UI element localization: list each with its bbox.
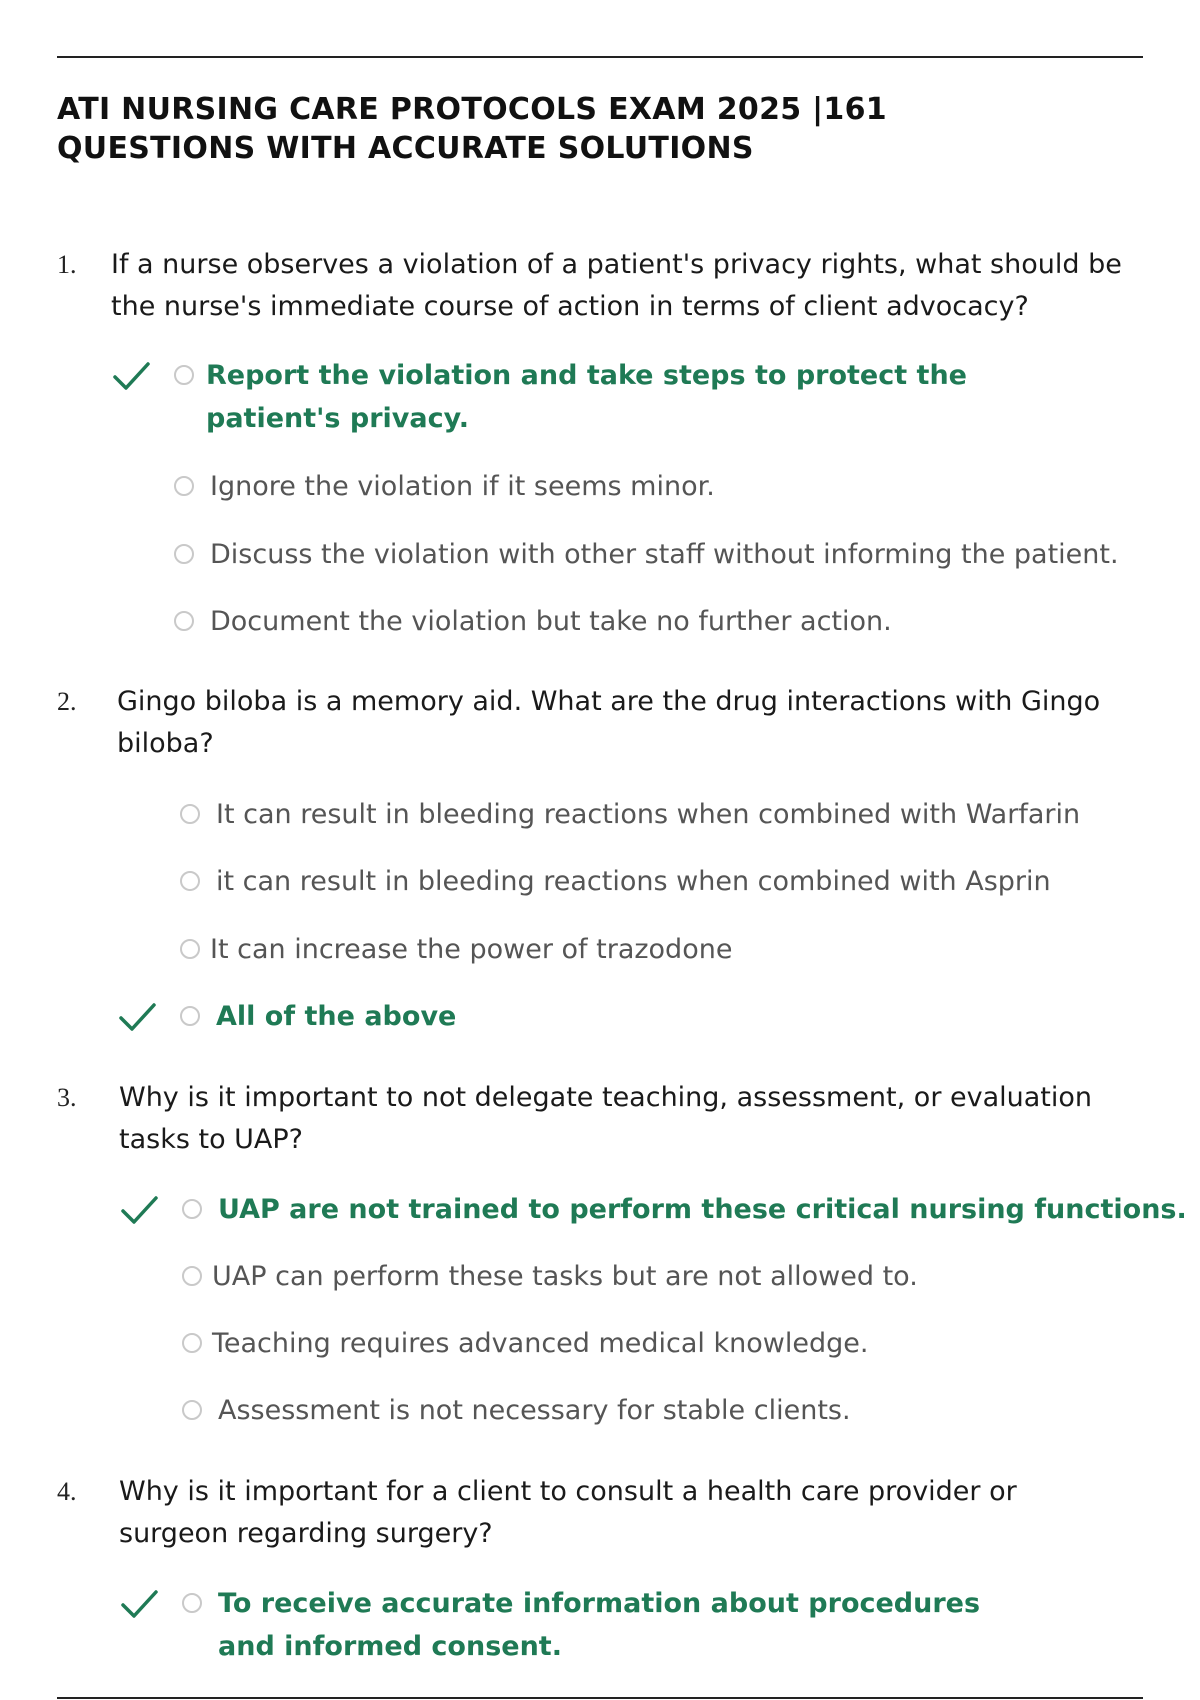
top-rule <box>57 56 1143 58</box>
radio-button[interactable] <box>174 476 194 496</box>
radio-button[interactable] <box>174 544 194 564</box>
checkmark-icon <box>116 995 160 1039</box>
answer-option-text: UAP are not trained to perform these critical nursing functions. <box>218 1194 1187 1225</box>
question-number: 1. <box>57 250 77 279</box>
radio-button[interactable] <box>174 365 194 385</box>
question-text: Gingo biloba is a memory aid. What are the drug interactions with Gingo biloba? <box>117 686 1101 759</box>
checkmark-icon <box>118 1582 162 1626</box>
answer-option-text: Assessment is not necessary for stable clients. <box>218 1395 851 1426</box>
bottom-rule <box>57 1697 1143 1699</box>
answer-option-text: Report the violation and take steps to protect the patient's privacy. <box>206 360 967 434</box>
radio-button[interactable] <box>182 1593 202 1613</box>
answer-option-text: Discuss the violation with other staff without informing the patient. <box>210 539 1119 570</box>
radio-button[interactable] <box>180 1006 200 1026</box>
title-line-1: ATI NURSING CARE PROTOCOLS EXAM 2025 |161 <box>57 92 887 127</box>
checkmark-icon <box>110 354 154 398</box>
answer-option-text: Ignore the violation if it seems minor. <box>210 471 715 502</box>
answer-option-text: It can increase the power of trazodone <box>210 934 733 965</box>
question-number: 4. <box>57 1477 77 1506</box>
radio-button[interactable] <box>180 804 200 824</box>
radio-button[interactable] <box>174 611 194 631</box>
question-text: If a nurse observes a violation of a patient's privacy rights, what should be the nurse's immediate course of action in terms of client advocacy? <box>111 249 1122 322</box>
radio-button[interactable] <box>180 871 200 891</box>
question-text: Why is it important to not delegate teaching, assessment, or evaluation tasks to UAP? <box>119 1082 1093 1155</box>
question-number: 3. <box>57 1083 77 1112</box>
answer-option-text: Teaching requires advanced medical knowledge. <box>212 1328 869 1359</box>
radio-button[interactable] <box>180 939 200 959</box>
document-title <box>57 90 1143 168</box>
checkmark-icon <box>118 1188 162 1232</box>
radio-button[interactable] <box>182 1199 202 1219</box>
answer-option-text: UAP can perform these tasks but are not allowed to. <box>212 1261 918 1292</box>
question-number: 2. <box>57 687 77 716</box>
title-line-2: QUESTIONS WITH ACCURATE SOLUTIONS <box>57 131 754 166</box>
answer-option-text: To receive accurate information about procedures and informed consent. <box>218 1588 981 1662</box>
radio-button[interactable] <box>182 1400 202 1420</box>
answer-option-text: It can result in bleeding reactions when combined with Warfarin <box>216 799 1081 830</box>
answer-option-text: Document the violation but take no further action. <box>210 606 892 637</box>
radio-button[interactable] <box>182 1266 202 1286</box>
radio-button[interactable] <box>182 1333 202 1353</box>
answer-option-text: it can result in bleeding reactions when combined with Asprin <box>216 866 1051 897</box>
answer-option-text: All of the above <box>216 1001 457 1032</box>
question-text: Why is it important for a client to consult a health care provider or surgeon regarding surgery? <box>119 1476 1017 1549</box>
